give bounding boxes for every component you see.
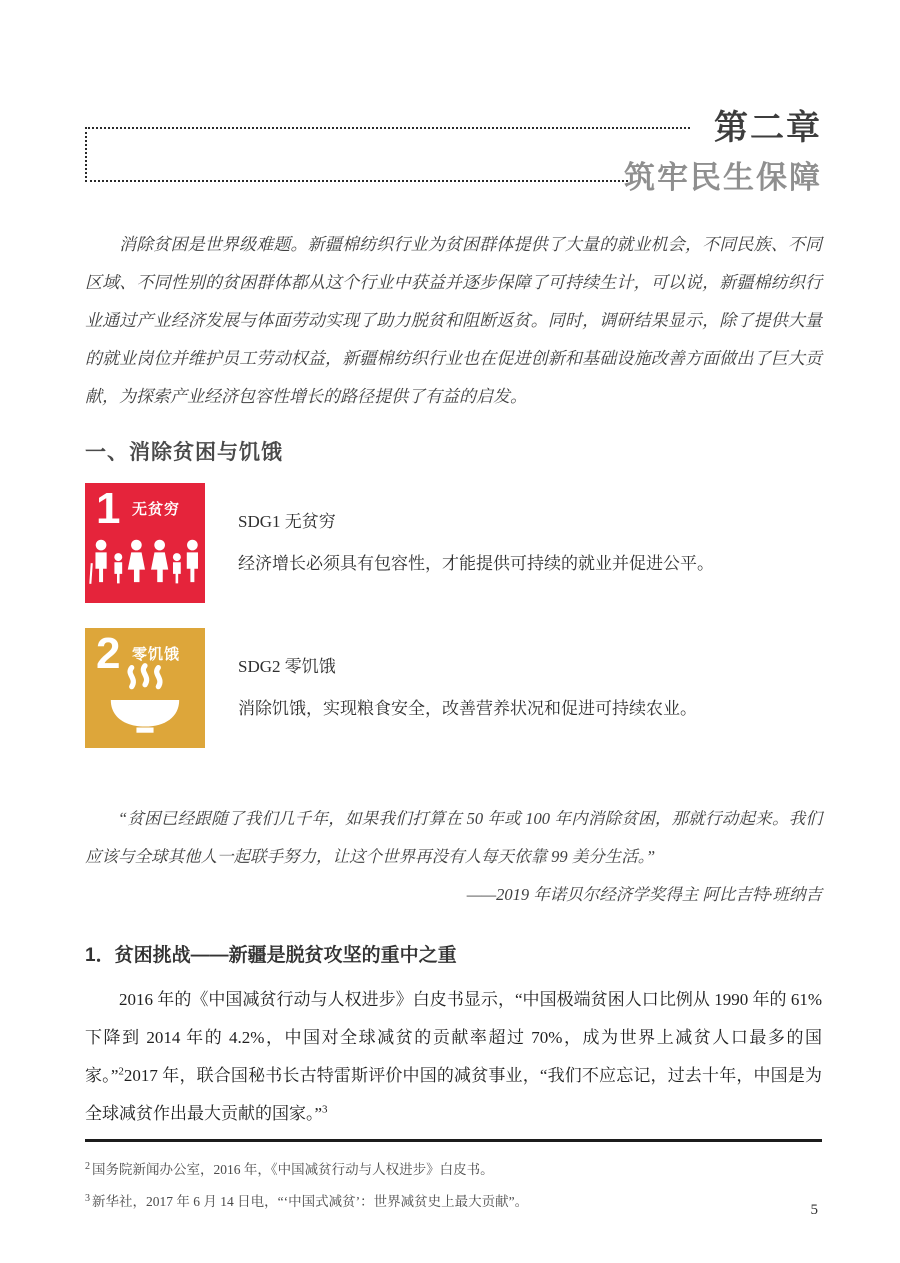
body-text-part1: 2016 年的《中国减贫行动与人权进步》白皮书显示，“中国极端贫困人口比例从 1990 年的 61%下降到 2014 年的 4.2%，中国对全球减贫的贡献率超过 70%，成为世界上减贫人口最多的国家。”	[85, 990, 822, 1085]
footnote-3-marker: 3	[85, 1192, 90, 1204]
quote-text: “贫困已经跟随了我们几千年，如果我们打算在 50 年或 100 年内消除贫困，那就行动起来。我们应该与全球其他人一起联手努力，让这个世界再没有人每天依靠 99 美分生活。”	[85, 809, 822, 866]
footnote-divider	[85, 1139, 822, 1142]
footnote-2-text: 国务院新闻办公室，2016 年，《中国减贫行动与人权进步》白皮书。	[92, 1162, 494, 1177]
sdg1-card	[85, 483, 822, 603]
intro-paragraph: 消除贫困是世界级难题。新疆棉纺织行业为贫困群体提供了大量的就业机会，不同民族、不同区域、不同性别的贫困群体都从这个行业中获益并逐步保障了可持续生计，可以说，新疆棉纺织行业通过产业经济发展与体面劳动实现了助力脱贫和阻断返贫。同时，调研结果显示，除了提供大量的就业岗位并维护员工劳动权益，新疆棉纺织行业也在促进创新和基础设施改善方面做出了巨大贡献，为探索产业经济包容性增长的路径提供了有益的启发。	[85, 235, 822, 406]
body-text-part2: 2017 年，联合国秘书长古特雷斯评价中国的减贫事业，“我们不应忘记，过去十年，中国是为全球减贫作出最大贡献的国家。”	[85, 1066, 823, 1123]
steaming-bowl-icon	[85, 661, 205, 742]
chapter-number: 第二章	[714, 109, 822, 147]
quote-block	[85, 800, 822, 914]
dotted-rule-bottom	[85, 180, 628, 182]
family-figures-icon	[85, 536, 205, 597]
sdg1-title: SDG1 无贫穷	[238, 512, 336, 531]
sdg1-goal-label: 无贫穷	[132, 501, 181, 518]
sdg1-text	[238, 483, 714, 603]
body-paragraph	[85, 981, 822, 1133]
page-content	[85, 100, 822, 1218]
footnote-2	[85, 1154, 822, 1186]
section-heading: 一、消除贫困与饥饿	[85, 441, 283, 464]
footnote-2-marker: 2	[85, 1160, 90, 1172]
sdg2-text	[238, 628, 697, 748]
footnote-3	[85, 1186, 822, 1218]
sdg2-tile	[85, 628, 205, 748]
footnotes	[85, 1154, 822, 1218]
chapter-title: 筑牢民生保障	[624, 160, 822, 195]
sdg2-number: 2	[96, 629, 121, 678]
footnote-ref-2: 2	[118, 1065, 124, 1078]
sdg2-card	[85, 628, 822, 748]
chapter-header	[85, 100, 822, 208]
dotted-rule-left	[85, 127, 87, 182]
subsection-heading: 1．贫困挑战——新疆是脱贫攻坚的重中之重	[85, 945, 457, 966]
sdg2-title: SDG2 零饥饿	[238, 657, 336, 676]
footnote-3-text: 新华社，2017 年 6 月 14 日电，“‘中国式减贫’：世界减贫史上最大贡献”。	[92, 1194, 529, 1209]
sdg1-tile	[85, 483, 205, 603]
dotted-rule-top	[85, 127, 690, 129]
sdg1-description: 经济增长必须具有包容性，才能提供可持续的就业并促进公平。	[238, 554, 714, 573]
sdg2-description: 消除饥饿，实现粮食安全，改善营养状况和促进可持续农业。	[238, 699, 697, 718]
sdg1-number: 1	[96, 484, 121, 533]
footnote-ref-3: 3	[322, 1103, 328, 1116]
sdg2-goal-label: 零饥饿	[132, 646, 181, 663]
quote-attribution: ——2019 年诺贝尔经济学奖得主 阿比吉特·班纳吉	[466, 885, 822, 904]
page-number: 5	[810, 1202, 818, 1218]
